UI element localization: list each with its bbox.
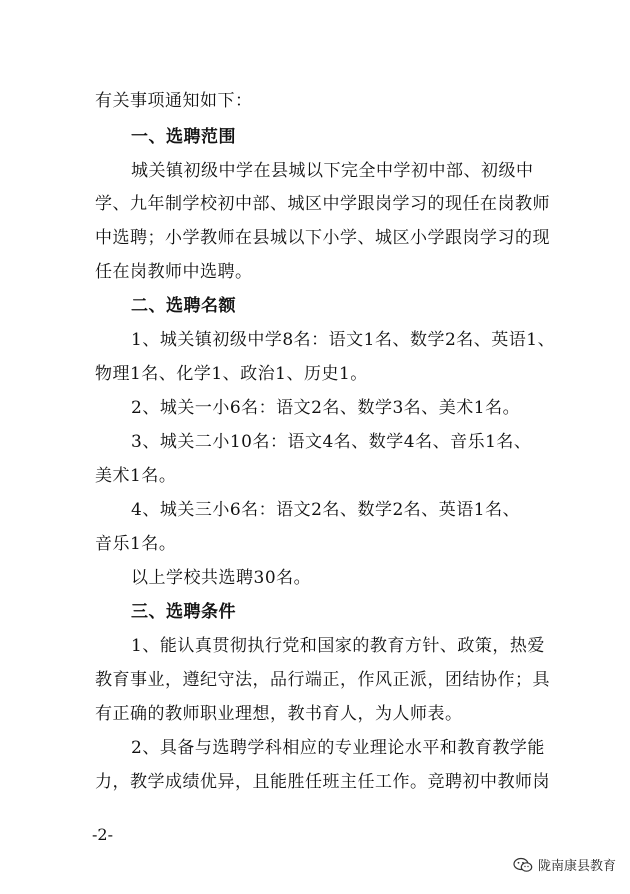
section-heading-scope: 一、选聘范围 <box>131 127 236 147</box>
wechat-icon <box>513 857 533 873</box>
intro-line: 有关事项通知如下： <box>95 91 253 111</box>
paragraph-line: 4、城关三小6名：语文2名、数学2名、英语1名、 <box>131 500 521 520</box>
paragraph-line: 美术1名。 <box>95 466 177 486</box>
paragraph-line: 有正确的教师职业理想，教书育人，为人师表。 <box>95 704 463 724</box>
page-number: -2- <box>92 825 113 844</box>
paragraph-line: 音乐1名。 <box>95 534 177 554</box>
paragraph-line: 1、城关镇初级中学8名：语文1名、数学2名、英语1、 <box>131 330 556 350</box>
paragraph-line: 力，教学成绩优异，且能胜任班主任工作。竞聘初中教师岗 <box>95 772 550 792</box>
watermark <box>513 855 616 874</box>
paragraph-line: 3、城关二小10名：语文4名、数学4名、音乐1名、 <box>131 432 532 452</box>
paragraph-line: 任在岗教师中选聘。 <box>95 262 253 282</box>
paragraph-line: 物理1名、化学1、政治1、历史1。 <box>95 364 368 384</box>
paragraph-line: 学、九年制学校初中部、城区中学跟岗学习的现任在岗教师 <box>95 194 550 214</box>
paragraph-line: 以上学校共选聘30名。 <box>131 568 312 588</box>
section-heading-quota: 二、选聘名额 <box>131 296 236 316</box>
paragraph-line: 2、具备与选聘学科相应的专业理论水平和教育教学能 <box>131 738 545 758</box>
section-heading-conditions: 三、选聘条件 <box>131 602 236 622</box>
paragraph-line: 教育事业，遵纪守法，品行端正，作风正派，团结协作；具 <box>95 670 550 690</box>
paragraph-line: 1、能认真贯彻执行党和国家的教育方针、政策，热爱 <box>131 636 545 656</box>
paragraph-line: 2、城关一小6名：语文2名、数学3名、美术1名。 <box>131 398 521 418</box>
watermark-text: 陇南康县教育 <box>537 859 616 874</box>
paragraph-line: 城关镇初级中学在县城以下完全中学初中部、初级中 <box>131 161 534 181</box>
paragraph-line: 中选聘；小学教师在县城以下小学、城区小学跟岗学习的现 <box>95 228 550 248</box>
